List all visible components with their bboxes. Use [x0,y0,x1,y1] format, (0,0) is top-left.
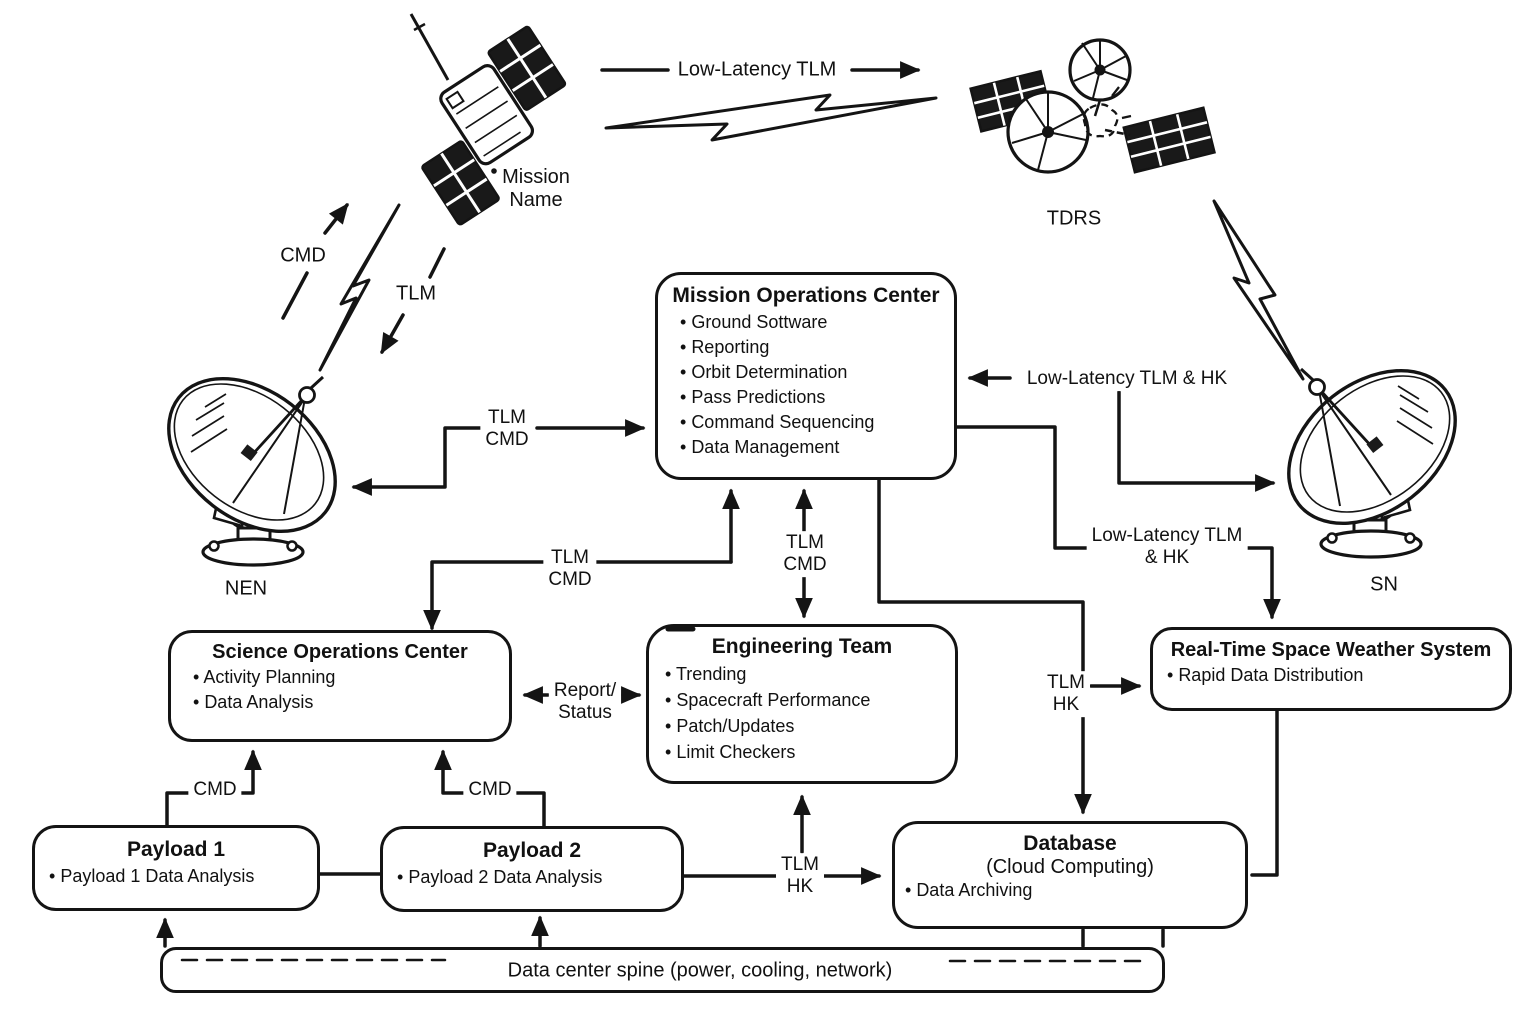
edge-label-moc-eng: TLM CMD [778,531,831,577]
list-item: • Limit Checkers [665,739,949,765]
edge-label-tlm-downlink: TLM [396,282,436,305]
list-item: • Activity Planning [193,665,503,690]
sn-dish-icon [1259,339,1484,557]
list-item: • Spacecraft Performance [665,687,949,713]
node-subtitle: (Cloud Computing) [986,855,1154,878]
nen-label: NEN [224,577,268,600]
sn-label: SN [1370,573,1398,596]
connector-database-spine [1083,930,1163,946]
list-item: • Pass Predictions [680,385,948,410]
connector-lowlatency-moc [970,378,1273,483]
list-item: • Reporting [680,335,948,360]
spine-label: Data center spine (power, cooling, network) [507,959,893,982]
tdrs-satellite-icon [971,40,1215,172]
list-item: • Payload 1 Data Analysis [49,864,311,889]
tdrs-label: TDRS [1046,207,1102,230]
satellite-label: Mission Name [502,166,570,211]
lightning-bolt-icon [606,95,936,140]
node-title: Engineering Team [711,635,893,658]
edge-label-moc-soc: TLM CMD [543,546,596,592]
list-item: • Rapid Data Distribution [1167,663,1503,688]
node-title: Payload 1 [126,838,226,861]
node-title: Science Operations Center [212,641,468,663]
list-item: • Ground Sottware [680,310,948,335]
node-title: Mission Operations Center [672,284,940,307]
edge-label-cmd-payload1: CMD [188,778,241,802]
list-item: • Patch/Updates [665,713,949,739]
list-item: • Data Analysis [193,690,503,715]
connector-spine-payloads [165,918,540,946]
node-title: Database [1023,832,1117,855]
edge-label-nen-moc: TLM CMD [480,406,533,452]
connector-rtsws-database [1252,711,1277,875]
lightning-bolt-icon [1214,201,1303,379]
list-item: • Data Archiving [905,878,1239,903]
node-title: Real-Time Space Weather System [1170,639,1492,661]
list-item: • Command Sequencing [680,410,948,435]
list-item: • Data Management [680,435,948,460]
connector-moc-rtsws [957,427,1272,617]
edge-label-low-latency-tlm: Low-Latency TLM [677,58,837,81]
list-item: • Payload 2 Data Analysis [397,865,675,890]
list-item: • Trending [665,661,949,687]
edge-label-low-latency-tlm-hk: Low-Latency TLM & HK [1022,367,1232,391]
list-item: • Orbit Determination [680,360,948,385]
edge-label-cmd-payload2: CMD [463,778,516,802]
edge-label-tlm-hk-database: TLM HK [1042,671,1090,717]
edge-label-tlm-hk-payload2: TLM HK [776,853,824,899]
edge-label-cmd-uplink: CMD [280,244,326,267]
edge-label-low-latency-tlm-hk-2: Low-Latency TLM & HK [1087,524,1248,570]
edge-label-report-status: Report/ Status [549,679,621,725]
node-title: Payload 2 [482,839,582,862]
